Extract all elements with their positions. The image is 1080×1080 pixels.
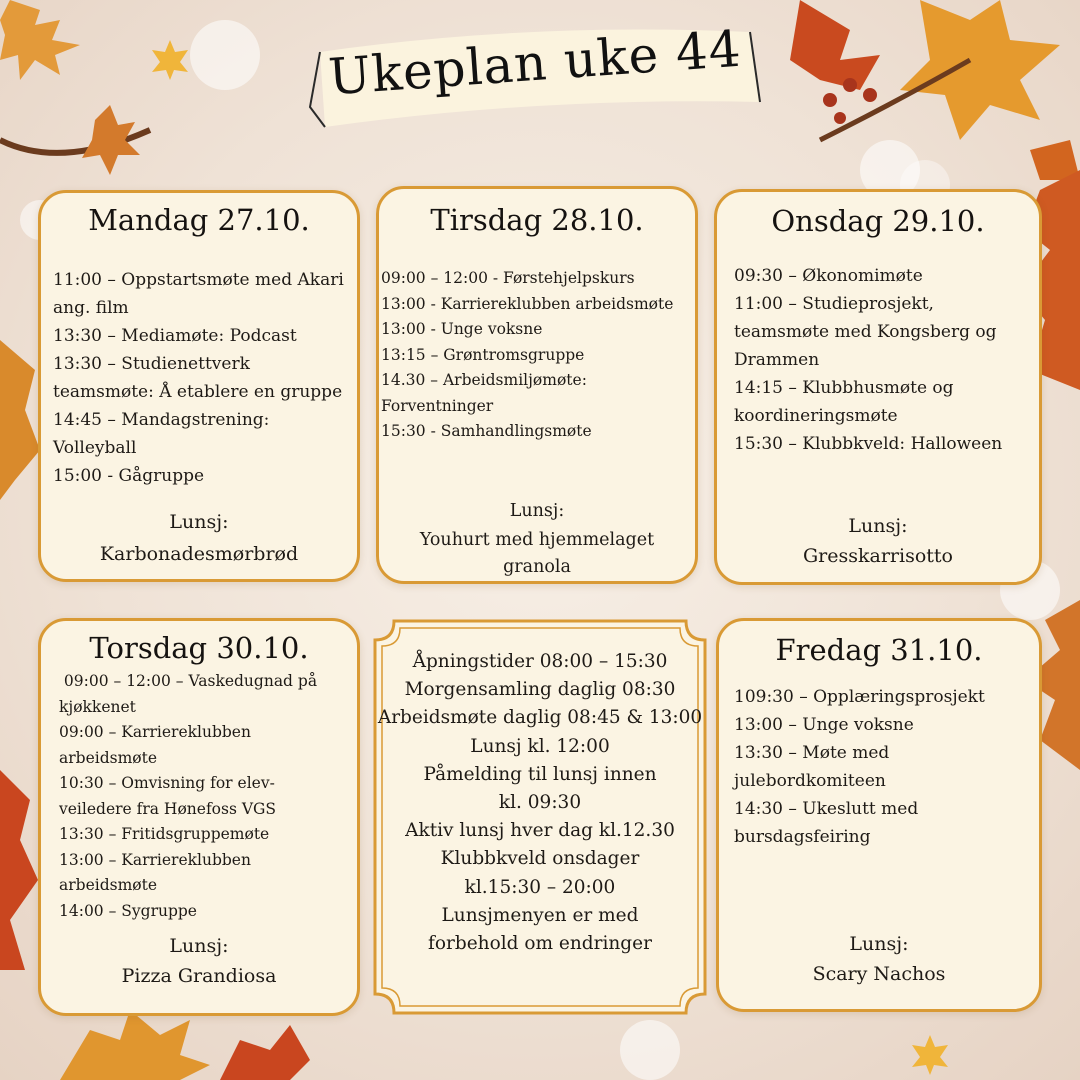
day-card-thursday <box>38 618 360 1016</box>
maple-leaf-icon <box>760 0 1080 180</box>
schedule-item: 11:00 – Oppstartsmøte med Akari <box>53 270 344 290</box>
day-card-tuesday <box>376 186 698 584</box>
lunch-label: Lunsj: <box>509 501 565 521</box>
lunch-menu: Scary Nachos <box>812 963 946 985</box>
info-line: Arbeidsmøte daglig 08:45 & 13:00 <box>377 707 703 729</box>
schedule-item: kjøkkenet <box>59 697 136 716</box>
maple-leaf-icon <box>910 1035 950 1075</box>
schedule-item: arbeidsmøte <box>59 876 158 894</box>
schedule-item: 13:30 – Mediamøte: Podcast <box>53 326 297 346</box>
day-heading: Torsdag 30.10. <box>89 631 309 665</box>
maple-leaf-icon <box>0 770 38 970</box>
branch-icon <box>0 100 190 190</box>
maple-leaf-icon <box>150 40 190 80</box>
lunch-label: Lunsj: <box>169 511 229 533</box>
schedule-item: 15:30 – Klubbkveld: Halloween <box>734 434 1003 454</box>
schedule-list <box>734 262 1042 458</box>
info-line: Aktiv lunsj hver dag kl.12.30 <box>405 820 675 842</box>
info-card <box>372 618 708 1016</box>
schedule-item: 13:00 - Karriereklubben arbeidsmøte <box>381 294 674 313</box>
maple-leaf-icon <box>0 0 120 90</box>
schedule-item: Drammen <box>734 350 820 370</box>
schedule-item: 14:45 – Mandagstrening: <box>53 410 270 430</box>
schedule-item: 13:00 – Unge voksne <box>734 715 914 735</box>
bokeh-light <box>190 20 260 90</box>
day-card-monday <box>38 190 360 582</box>
info-line: Morgensamling daglig 08:30 <box>404 679 676 701</box>
schedule-list <box>381 266 699 445</box>
schedule-item: 14:30 – Ukeslutt med <box>734 799 919 819</box>
day-heading: Fredag 31.10. <box>775 633 983 667</box>
page-title: Ukeplan uke 44 <box>326 19 744 107</box>
schedule-item: julebordkomiteen <box>734 771 886 791</box>
schedule-item: Forventninger <box>381 396 494 415</box>
schedule-item: 13:00 – Karriereklubben <box>59 850 251 869</box>
lunch-label: Lunsj: <box>848 515 908 537</box>
schedule-list <box>734 683 1040 851</box>
info-line: Klubbkveld onsdager <box>440 848 640 870</box>
schedule-list <box>53 266 358 490</box>
lunch-menu: granola <box>503 557 571 577</box>
schedule-item: 13:30 – Møte med <box>734 743 890 763</box>
maple-leaf-icon <box>60 1010 310 1080</box>
lunch-menu: Karbonadesmørbrød <box>99 543 299 565</box>
schedule-item: 14.30 – Arbeidsmiljømøte: <box>381 371 587 389</box>
schedule-item: 15:30 - Samhandlingsmøte <box>381 422 592 440</box>
schedule-item: 09:00 – Karriereklubben <box>59 723 251 741</box>
schedule-item: bursdagsfeiring <box>734 827 871 847</box>
day-card-wednesday <box>714 189 1042 585</box>
schedule-item: 15:00 - Gågruppe <box>53 466 205 486</box>
day-heading: Onsdag 29.10. <box>771 204 985 238</box>
schedule-item: 09:30 – Økonomimøte <box>734 266 923 286</box>
day-heading: Mandag 27.10. <box>88 203 310 237</box>
schedule-list <box>59 669 359 924</box>
schedule-item: 109:30 – Opplæringsprosjekt <box>734 687 985 707</box>
lunch-label: Lunsj: <box>849 933 909 955</box>
title-banner <box>300 12 770 132</box>
schedule-item: ang. film <box>53 298 129 318</box>
schedule-item: koordineringsmøte <box>734 406 898 426</box>
schedule-item: 13:30 – Fritidsgruppemøte <box>59 825 270 843</box>
info-lines <box>372 648 708 958</box>
schedule-item: arbeidsmøte <box>59 748 158 767</box>
lunch-menu: Youhurt med hjemmelaget <box>419 530 655 550</box>
info-line: Åpningstider 08:00 – 15:30 <box>412 651 668 672</box>
info-line: forbehold om endringer <box>428 933 652 955</box>
schedule-item: 14:00 – Sygruppe <box>59 901 197 920</box>
day-heading: Tirsdag 28.10. <box>430 203 644 237</box>
lunch-menu: Pizza Grandiosa <box>121 965 277 987</box>
schedule-item: teamsmøte med Kongsberg og <box>734 322 997 342</box>
info-line: Påmelding til lunsj innen <box>423 763 657 785</box>
schedule-item: 14:15 – Klubbhusmøte og <box>734 378 954 398</box>
info-line: Lunsj kl. 12:00 <box>470 735 610 757</box>
info-line: kl.15:30 – 20:00 <box>464 876 616 898</box>
schedule-item: teamsmøte: Å etablere en gruppe <box>53 382 343 402</box>
maple-leaf-icon <box>0 340 40 500</box>
schedule-item: 09:00 – 12:00 - Førstehjelpskurs <box>381 269 635 287</box>
schedule-item: 10:30 – Omvisning for elev- <box>59 774 275 792</box>
info-line: kl. 09:30 <box>498 792 582 814</box>
bokeh-light <box>620 1020 680 1080</box>
schedule-item: 11:00 – Studieprosjekt, <box>734 294 934 314</box>
day-card-friday <box>716 618 1042 1012</box>
lunch-label: Lunsj: <box>169 935 229 957</box>
schedule-item: Volleyball <box>53 438 137 458</box>
schedule-item: 13:15 – Grøntromsgruppe <box>381 345 585 364</box>
schedule-item: 13:30 – Studienettverk <box>53 354 250 374</box>
schedule-item: veiledere fra Hønefoss VGS <box>59 799 277 818</box>
info-line: Lunsjmenyen er med <box>441 904 639 926</box>
lunch-menu: Gresskarrisotto <box>803 545 953 567</box>
schedule-item: 09:00 – 12:00 – Vaskedugnad på <box>59 672 318 690</box>
schedule-item: 13:00 - Unge voksne <box>381 320 543 338</box>
